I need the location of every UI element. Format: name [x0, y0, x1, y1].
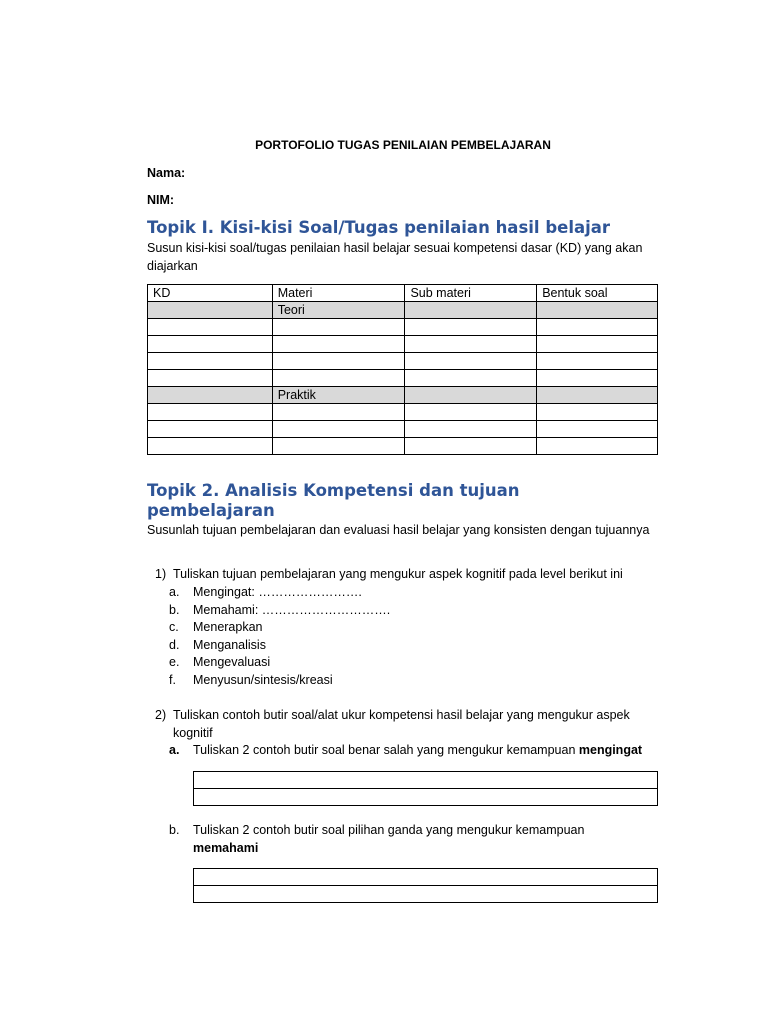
table-cell[interactable] [148, 353, 273, 370]
table-row [148, 370, 658, 387]
table-cell[interactable] [405, 387, 537, 404]
table-cell[interactable] [537, 302, 658, 319]
sub-b-bold: memahami [193, 840, 259, 855]
list-item-text [193, 742, 642, 760]
table-row [148, 336, 658, 353]
topic2-description: Susunlah tujuan pembelajaran dan evaluasi hasil belajar yang konsisten dengan tujuannya [147, 523, 650, 537]
list-item [169, 602, 659, 620]
topic2-heading-line1: Topik 2. Analisis Kompetensi dan tujuan [147, 481, 520, 500]
nim-label: NIM: [147, 193, 175, 207]
teori-label: Teori [272, 302, 405, 319]
table-cell[interactable] [537, 404, 658, 421]
table-cell[interactable] [148, 370, 273, 387]
table-cell[interactable] [148, 319, 273, 336]
table-cell[interactable] [405, 404, 537, 421]
table-cell[interactable] [537, 319, 658, 336]
list-item [169, 637, 659, 655]
table-cell[interactable] [272, 438, 405, 455]
topic1-description: Susun kisi-kisi soal/tugas penilaian hasil belajar sesuai kompetensi dasar (KD) yang akan diajarkan [147, 241, 643, 273]
table-row [148, 404, 658, 421]
table-cell[interactable] [405, 370, 537, 387]
table-cell[interactable] [272, 319, 405, 336]
list-item [169, 619, 659, 637]
list-marker: 1) [155, 567, 167, 581]
topic2-heading [147, 481, 520, 521]
table-cell[interactable] [405, 438, 537, 455]
list-marker: a. [169, 743, 180, 757]
table-cell[interactable] [272, 353, 405, 370]
answer-cell[interactable] [194, 789, 658, 806]
table-cell[interactable] [405, 319, 537, 336]
table-header-row [148, 285, 658, 302]
list-item-text: Memahami: …………………………. [193, 602, 391, 617]
list-item [169, 654, 659, 672]
table-cell[interactable] [405, 353, 537, 370]
table-row-praktik [148, 387, 658, 404]
list-marker: b. [169, 823, 180, 837]
list-marker: f. [169, 672, 176, 687]
list-item-text: Tuliskan contoh butir soal/alat ukur kompetensi hasil belajar yang mengukur aspek kognitif [173, 708, 630, 740]
list-item-text: Tuliskan tujuan pembelajaran yang mengukur aspek kognitif pada level berikut ini [173, 567, 623, 581]
table-cell[interactable] [537, 370, 658, 387]
sublist-2b [169, 822, 659, 857]
table-row-teori [148, 302, 658, 319]
table-cell[interactable] [148, 302, 273, 319]
list-marker: 2) [155, 708, 167, 722]
topic2-heading-line2: pembelajaran [147, 501, 275, 520]
list-item-text: Menyusun/sintesis/kreasi [193, 672, 333, 687]
table-cell[interactable] [272, 336, 405, 353]
praktik-label: Praktik [272, 387, 405, 404]
document-title: PORTOFOLIO TUGAS PENILAIAN PEMBELAJARAN [255, 138, 551, 152]
answer-cell[interactable] [194, 772, 658, 789]
list-item-text [193, 822, 613, 857]
table-row [194, 886, 658, 903]
topic1-heading: Topik I. Kisi-kisi Soal/Tugas penilaian hasil belajar [147, 218, 611, 237]
table-row [148, 353, 658, 370]
list-item [169, 672, 659, 690]
sublist-2a [169, 742, 659, 760]
table-row [148, 319, 658, 336]
table-cell[interactable] [537, 421, 658, 438]
table-cell[interactable] [405, 302, 537, 319]
list-marker: a. [169, 585, 180, 599]
table-row [194, 789, 658, 806]
header-kd: KD [148, 285, 273, 302]
table-cell[interactable] [405, 336, 537, 353]
table-cell[interactable] [272, 370, 405, 387]
table-cell[interactable] [148, 387, 273, 404]
list-item-text: Menerapkan [193, 620, 263, 635]
list-item-text: Mengingat: ……………………. [193, 585, 362, 599]
header-materi: Materi [272, 285, 405, 302]
sub-a-bold: mengingat [578, 743, 643, 757]
header-sub-materi: Sub materi [405, 285, 537, 302]
list-marker: b. [169, 602, 180, 617]
list-item-1 [155, 566, 659, 584]
sub-a-text: Tuliskan 2 contoh butir soal benar salah yang mengukur kemampuan [193, 743, 579, 757]
table-cell[interactable] [148, 421, 273, 438]
list-item-2 [155, 707, 659, 742]
list-marker: c. [169, 620, 179, 635]
name-label: Nama: [147, 166, 186, 180]
answer-box-a [193, 771, 658, 806]
answer-box-b [193, 868, 658, 903]
table-cell[interactable] [272, 421, 405, 438]
table-cell[interactable] [537, 336, 658, 353]
table-cell[interactable] [148, 404, 273, 421]
table-cell[interactable] [148, 336, 273, 353]
table-cell[interactable] [537, 387, 658, 404]
header-bentuk-soal: Bentuk soal [537, 285, 658, 302]
sub-b-text: Tuliskan 2 contoh butir soal pilihan ganda yang mengukur kemampuan [193, 823, 585, 837]
table-row [194, 772, 658, 789]
list-marker: d. [169, 637, 180, 652]
table-cell[interactable] [148, 438, 273, 455]
list-marker: e. [169, 655, 180, 670]
table-cell[interactable] [272, 404, 405, 421]
table-cell[interactable] [537, 438, 658, 455]
list-item-text: Mengevaluasi [193, 655, 271, 670]
table-cell[interactable] [537, 353, 658, 370]
table-row [148, 438, 658, 455]
table-cell[interactable] [405, 421, 537, 438]
table-row [148, 421, 658, 438]
list-item [169, 584, 659, 602]
answer-cell[interactable] [194, 886, 658, 903]
kisi-kisi-table [147, 284, 658, 455]
sublist-1 [169, 584, 659, 690]
answer-cell[interactable] [194, 869, 658, 886]
list-item-text: Menganalisis [193, 637, 266, 652]
table-row [194, 869, 658, 886]
